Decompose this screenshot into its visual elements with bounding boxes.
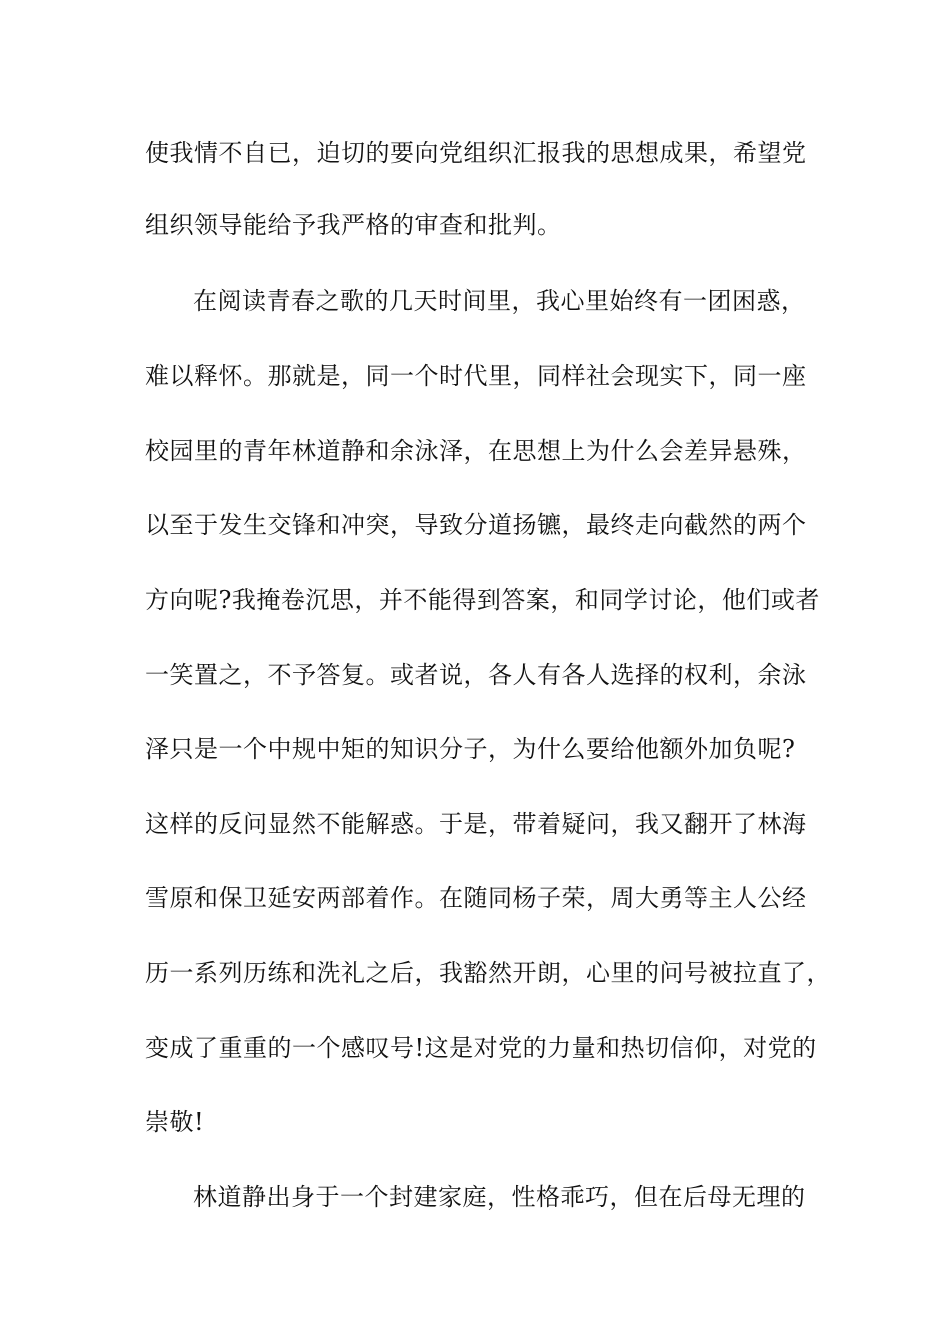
text-line: 校园里的青年林道静和余泳泽，在思想上为什么会差异悬殊， bbox=[145, 437, 807, 465]
text-line: 变成了重重的一个感叹号!这是对党的力量和热切信仰，对党的 bbox=[145, 1034, 817, 1062]
text-line: 雪原和保卫延安两部着作。在随同杨子荣，周大勇等主人公经 bbox=[145, 884, 807, 912]
paragraph-first-line: 林道静出身于一个封建家庭，性格乖巧，但在后母无理的 bbox=[193, 1183, 806, 1211]
text-line: 崇敬! bbox=[145, 1108, 205, 1136]
text-line: 一笑置之，不予答复。或者说，各人有各人选择的权利，余泳 bbox=[145, 661, 807, 689]
text-line: 泽只是一个中规中矩的知识分子，为什么要给他额外加负呢? bbox=[145, 735, 796, 763]
text-line: 这样的反问显然不能解惑。于是，带着疑问，我又翻开了林海 bbox=[145, 810, 807, 838]
text-line: 历一系列历练和洗礼之后，我豁然开朗，心里的问号被拉直了， bbox=[145, 959, 831, 987]
text-line: 难以释怀。那就是，同一个时代里，同样社会现实下，同一座 bbox=[145, 362, 807, 390]
text-line: 方向呢?我掩卷沉思，并不能得到答案，和同学讨论，他们或者 bbox=[145, 586, 820, 614]
text-line: 组织领导能给予我严格的审查和批判。 bbox=[145, 211, 562, 239]
text-line: 以至于发生交锋和冲突，导致分道扬镳，最终走向截然的两个 bbox=[145, 511, 807, 539]
text-line: 使我情不自已，迫切的要向党组织汇报我的思想成果，希望党 bbox=[145, 139, 807, 167]
paragraph-first-line: 在阅读青春之歌的几天时间里，我心里始终有一团困惑， bbox=[193, 287, 806, 315]
